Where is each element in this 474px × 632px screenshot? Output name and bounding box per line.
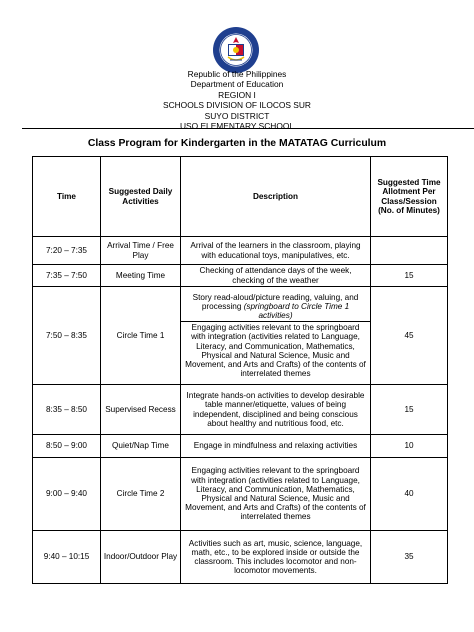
minutes-cell: 45 (371, 287, 448, 385)
document-title: Class Program for Kindergarten in the MATATAG Curriculum (87, 138, 387, 149)
table-row (33, 265, 448, 287)
activity-cell: Circle Time 1 (101, 287, 181, 385)
minutes-cell (371, 237, 448, 265)
activity-cell: Meeting Time (101, 265, 181, 287)
description-cell (181, 287, 371, 385)
activity-cell: Arrival Time / Free Play (101, 237, 181, 265)
header-time: Time (33, 157, 101, 237)
minutes-cell: 15 (371, 265, 448, 287)
header-divider (22, 128, 474, 129)
letterhead-line: SUYO DISTRICT (204, 110, 270, 121)
description-part-story (181, 293, 370, 323)
letterhead (0, 69, 474, 131)
time-cell: 8:50 – 9:00 (33, 435, 101, 458)
description-cell: Activities such as art, music, science, language, math, etc., to be explored inside or outside the classroom. This includes locomotor and non-locomotor movements. (181, 531, 371, 584)
description-note: (springboard to Circle Time 1 activities) (243, 301, 350, 320)
description-cell: Checking of attendance days of the week, checking of the weather (181, 265, 371, 287)
time-cell: 7:50 – 8:35 (33, 287, 101, 385)
letterhead-line: USO ELEMENTARY SCHOOL (179, 121, 295, 132)
table-row (33, 385, 448, 435)
class-program-table (32, 156, 448, 584)
minutes-cell: 10 (371, 435, 448, 458)
description-text: Story read-aloud/picture reading, valuing, and processing (192, 292, 359, 311)
activity-cell: Quiet/Nap Time (101, 435, 181, 458)
time-cell: 8:35 – 8:50 (33, 385, 101, 435)
letterhead-line: Department of Education (190, 79, 284, 90)
letterhead-line: REGION I (218, 89, 256, 100)
table-row (33, 531, 448, 584)
header-description: Description (181, 157, 371, 237)
activity-cell: Indoor/Outdoor Play (101, 531, 181, 584)
time-cell: 9:00 – 9:40 (33, 458, 101, 531)
deped-seal-logo (212, 26, 260, 74)
time-cell: 7:20 – 7:35 (33, 237, 101, 265)
minutes-cell: 35 (371, 531, 448, 584)
description-cell: Engaging activities relevant to the springboard with integration (activities related to Language, Literacy, and Communication, Mathematics, Physical and Natural Science, Music and Movement, and Arts and Crafts) of the contents of interrelated themes (181, 458, 371, 531)
activity-cell: Circle Time 2 (101, 458, 181, 531)
table-row (33, 287, 448, 385)
letterhead-line: SCHOOLS DIVISION OF ILOCOS SUR (163, 100, 311, 111)
table-row (33, 458, 448, 531)
description-cell: Integrate hands-on activities to develop desirable table manner/etiquette, values of being independent, disciplined and being conscious about healthy and nutritious food, etc. (181, 385, 371, 435)
time-cell: 7:35 – 7:50 (33, 265, 101, 287)
activity-cell: Supervised Recess (101, 385, 181, 435)
table-row (33, 435, 448, 458)
header-allotment: Suggested Time Allotment Per Class/Session (No. of Minutes) (371, 157, 448, 237)
time-cell: 9:40 – 10:15 (33, 531, 101, 584)
table-header-row (33, 157, 448, 237)
table-row (33, 237, 448, 265)
description-cell: Arrival of the learners in the classroom, playing with educational toys, manipulatives, etc. (181, 237, 371, 265)
minutes-cell: 40 (371, 458, 448, 531)
letterhead-line: Republic of the Philippines (187, 69, 287, 79)
minutes-cell: 15 (371, 385, 448, 435)
description-cell: Engage in mindfulness and relaxing activities (181, 435, 371, 458)
description-part-activities: Engaging activities relevant to the springboard with integration (activities related to Language, Literacy, and Communication, Mathematics, Physical and Natural Science, Music and Movement, and Arts and Crafts) of the contents of interrelated themes (185, 323, 366, 379)
header-activities: Suggested Daily Activities (101, 157, 181, 237)
